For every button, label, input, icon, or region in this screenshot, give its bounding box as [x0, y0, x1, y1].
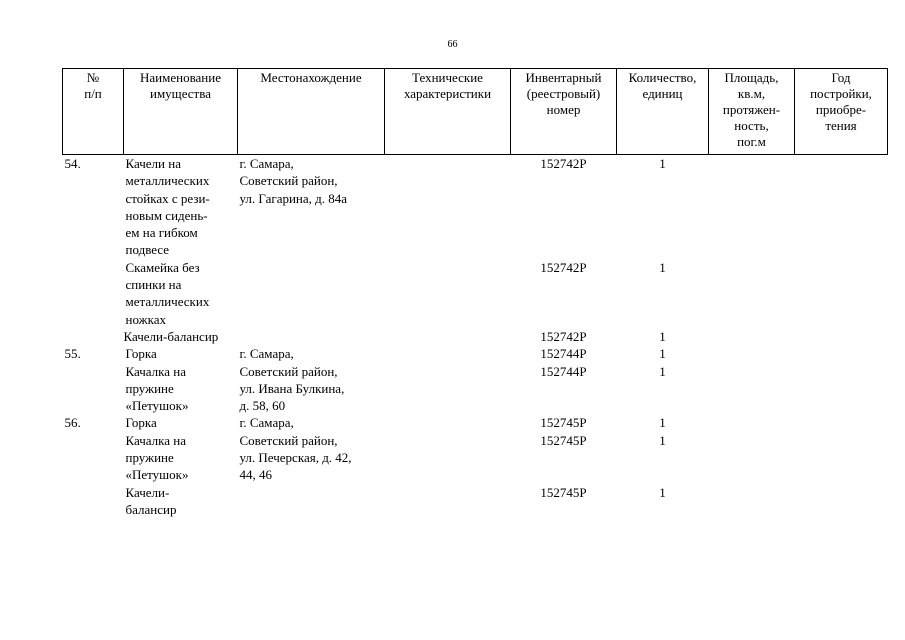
- item-name: [124, 259, 238, 328]
- item-name-line: пружине: [125, 450, 174, 466]
- item-year: [795, 363, 888, 415]
- item-inventory-number: 152742Р: [540, 156, 587, 171]
- item-technical: [385, 345, 511, 362]
- item-name: [124, 155, 238, 259]
- item-technical: [385, 432, 511, 484]
- item-location: [238, 484, 385, 519]
- header-year: [795, 69, 888, 155]
- item-location-line: д. 58, 60: [239, 398, 286, 414]
- row-number: [63, 432, 124, 484]
- item-quantity: 1: [659, 328, 666, 344]
- table-body: [63, 155, 888, 519]
- item-year: [795, 155, 888, 259]
- header-number-line: №: [86, 70, 100, 85]
- item-area: [709, 345, 795, 362]
- item-quantity: 1: [659, 484, 666, 500]
- item-name-line: «Петушок»: [125, 398, 189, 414]
- item-location: [238, 414, 385, 431]
- header-area-line: ность,: [734, 118, 769, 133]
- item-year: [795, 259, 888, 328]
- header-inventory-number-line: Инвентарный: [525, 70, 602, 85]
- property-table: [62, 68, 888, 518]
- item-name-line: пружине: [125, 380, 174, 396]
- item-inventory-number: 152742Р: [540, 328, 587, 344]
- page-number: 66: [447, 39, 458, 50]
- item-year: [795, 484, 888, 519]
- item-location-line: 44, 46: [239, 467, 272, 483]
- header-area-line: протяжен-: [722, 102, 781, 117]
- item-area: [709, 432, 795, 484]
- item-name-line: Качалка на: [125, 432, 187, 448]
- item-name-line: Качалка на: [125, 363, 187, 379]
- item-name-line: Скамейка без: [125, 259, 200, 275]
- item-quantity: 1: [659, 259, 666, 275]
- header-quantity: [617, 69, 709, 155]
- row-number: [63, 363, 124, 415]
- item-technical: [385, 328, 511, 345]
- header-number: [63, 69, 124, 155]
- table-row: [63, 484, 888, 519]
- item-year: [795, 328, 888, 345]
- item-location-line: Советский район,: [239, 432, 338, 448]
- item-name-line: Качели на: [125, 156, 181, 171]
- item-name-line: Горка: [125, 415, 157, 431]
- item-name: [124, 484, 238, 519]
- table-row: [63, 345, 888, 362]
- item-location-line: ул. Ивана Булкина,: [239, 380, 345, 396]
- item-name-line: подвесе: [125, 242, 170, 258]
- header-row: [63, 69, 888, 155]
- item-year: [795, 414, 888, 431]
- item-location: [238, 155, 385, 259]
- header-area-line: пог.м: [737, 134, 766, 149]
- row-number: [63, 484, 124, 519]
- item-area: [709, 155, 795, 259]
- row-number: 55.: [64, 346, 81, 362]
- header-technical-line: Технические: [412, 70, 483, 85]
- item-location: [238, 259, 385, 328]
- item-name-line: балансир: [125, 501, 177, 517]
- item-location-line: г. Самара,: [239, 156, 294, 171]
- table-row: [63, 432, 888, 484]
- item-name-line: «Петушок»: [125, 467, 189, 483]
- header-area-line: кв.м,: [737, 86, 766, 101]
- item-location-line: г. Самара,: [239, 415, 294, 431]
- table-row: [63, 259, 888, 328]
- item-technical: [385, 484, 511, 519]
- item-area: [709, 328, 795, 345]
- item-name: [124, 328, 238, 345]
- item-name-line: Качели-: [125, 484, 170, 500]
- header-area-line: Площадь,: [724, 70, 779, 85]
- header-name-line: имущества: [150, 86, 211, 101]
- item-name: [124, 363, 238, 415]
- row-number: 54.: [64, 156, 81, 171]
- item-location: [238, 328, 385, 345]
- header-inventory-number-line: номер: [546, 102, 581, 117]
- item-name: [124, 414, 238, 431]
- item-name-line: металлических: [125, 173, 210, 189]
- item-quantity: 1: [659, 415, 666, 431]
- item-name-line: Качели-балансир: [123, 328, 219, 344]
- item-location-line: Советский район,: [239, 363, 338, 379]
- header-location: [238, 69, 385, 155]
- item-area: [709, 484, 795, 519]
- header-location-line: Местонахождение: [260, 70, 362, 85]
- header-inventory-number-line: (реестровый): [526, 86, 601, 101]
- item-area: [709, 259, 795, 328]
- header-technical-line: характеристики: [403, 86, 492, 101]
- item-area: [709, 363, 795, 415]
- header-name: [124, 69, 238, 155]
- header-area: [709, 69, 795, 155]
- item-quantity: 1: [659, 346, 666, 362]
- item-name-line: Горка: [125, 346, 157, 362]
- table-row: [63, 414, 888, 431]
- header-year-line: тения: [825, 118, 857, 133]
- item-quantity: 1: [659, 156, 666, 171]
- item-quantity: 1: [659, 363, 666, 379]
- item-name: [124, 432, 238, 484]
- header-year-line: приобре-: [815, 102, 867, 117]
- item-quantity: 1: [659, 432, 666, 448]
- table-row: [63, 363, 888, 415]
- item-inventory-number: 152745Р: [540, 415, 587, 431]
- item-name-line: стойках с рези-: [125, 190, 210, 206]
- item-location: [238, 432, 385, 484]
- item-technical: [385, 259, 511, 328]
- header-quantity-line: Количество,: [628, 70, 697, 85]
- item-name-line: спинки на: [125, 277, 182, 293]
- item-technical: [385, 155, 511, 259]
- item-inventory-number: 152744Р: [540, 363, 587, 379]
- row-number: [63, 259, 124, 328]
- table-row: [63, 155, 888, 259]
- table-row: [63, 328, 888, 345]
- item-location-line: ул. Печерская, д. 42,: [239, 450, 352, 466]
- item-name-line: новым сидень-: [125, 207, 208, 223]
- header-year-line: Год: [831, 70, 851, 85]
- item-inventory-number: 152744Р: [540, 346, 587, 362]
- header-quantity-line: единиц: [642, 86, 683, 101]
- item-name-line: ножках: [125, 311, 167, 327]
- item-inventory-number: 152745Р: [540, 432, 587, 448]
- header-number-line: п/п: [84, 86, 102, 101]
- item-location: [238, 363, 385, 415]
- item-location-line: Советский район,: [239, 173, 338, 189]
- header-technical: [385, 69, 511, 155]
- item-inventory-number: 152742Р: [540, 259, 587, 275]
- item-location: [238, 345, 385, 362]
- item-name: [124, 345, 238, 362]
- item-inventory-number: 152745Р: [540, 484, 587, 500]
- item-name-line: ем на гибком: [125, 225, 198, 241]
- item-area: [709, 414, 795, 431]
- item-name-line: металлических: [125, 294, 210, 310]
- item-year: [795, 345, 888, 362]
- item-year: [795, 432, 888, 484]
- row-number: [63, 328, 124, 345]
- header-year-line: постройки,: [810, 86, 872, 101]
- header-name-line: Наименование: [140, 70, 221, 85]
- item-technical: [385, 363, 511, 415]
- item-technical: [385, 414, 511, 431]
- table-header: [63, 69, 888, 155]
- item-location-line: ул. Гагарина, д. 84а: [239, 190, 348, 206]
- row-number: 56.: [64, 415, 81, 431]
- item-location-line: г. Самара,: [239, 346, 294, 362]
- header-inventory-number: [511, 69, 617, 155]
